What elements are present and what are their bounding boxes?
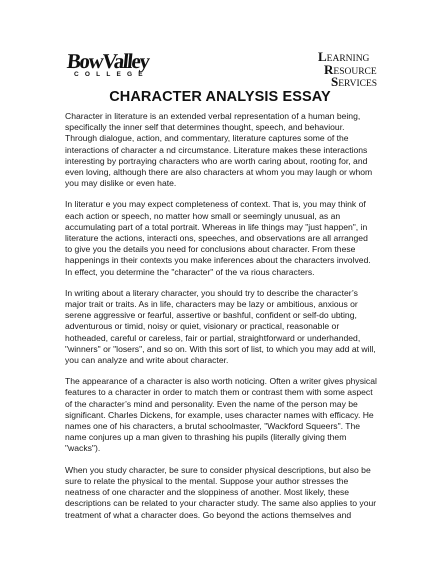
logo-brand-text: BowValley (65, 49, 150, 73)
document-title: CHARACTER ANALYSIS ESSAY (109, 89, 331, 105)
paragraph-5: When you study character, be sure to consider physical descriptions, but also be sure to relate the physical to the mental. Suppose your author stresses the neatness of one character and the sloppiness of another. Most likely, these descriptions can be related to your character study. The same also applies to your treatment of what a character does. Go beyond the actions themselves and (65, 464, 377, 520)
paragraph-4: The appearance of a character is also worth noticing. Often a writer gives physical features to a character in order to match them or contrast them with some aspect of the character’s mind and personality. Even the name of the person may be significant. Charles Dickens, for example, uses character names with efficacy. He names one of his characters, a brutal schoolmaster, "Wackford Squeers". The name conjures up a man given to thrashing his pupils (literally giving them "wacks"). (65, 376, 377, 454)
logo-line-learning: LEARNING (318, 49, 370, 64)
document-body (65, 111, 377, 531)
learning-resource-services-logo (318, 49, 408, 90)
paragraph-1: Character in literature is an extended verbal representation of a human being, specifically the inner self that determines thought, speech, and behaviour. Through dialogue, action, and commentary, literature captures some of the interactions of character a nd circumstance. Literature makes these interactions interesting by portraying characters who are worth caring about, rooting for, and even loving, although there are also characters at whom you may laugh or whom you may dislike or even hate. (65, 111, 373, 189)
document-header (0, 0, 440, 90)
logo-line-resource: RESOURCE (324, 61, 377, 77)
logo-sub-text: COLLEGE (74, 71, 149, 78)
paragraph-3: In writing about a literary character, you should try to describe the character’s major trait or traits. As in life, characters may be lazy or ambitious, anxious or serene aggressive or fearful, assertive or bashful, confident or self-do ubting, adventurous or timid, noisy or quiet, visionary or practical, reasonable or hotheaded, careful or careless, fair or partial, straightforward or underhanded, "winners" or "losers", and so on. With this sort of list, to which you may add at will, you can analyze and write about character. (65, 287, 376, 366)
bow-valley-college-logo (66, 51, 161, 79)
logo-line-services: SERVICES (331, 74, 378, 89)
paragraph-2: In literatur e you may expect completeness of context. That is, you may think of each action or speech, no matter how small or seemingly unusual, as an accumulating part of a total portrait. Whereas in life things may "just happen", in literature the actions, interacti ons, speeches, and observations are all arranged to give you the details you need for conclusions about character. From these happenings in their contexts you make inferences about the characters involved. In effect, you determine the "character" of the va rious characters. (65, 199, 371, 277)
